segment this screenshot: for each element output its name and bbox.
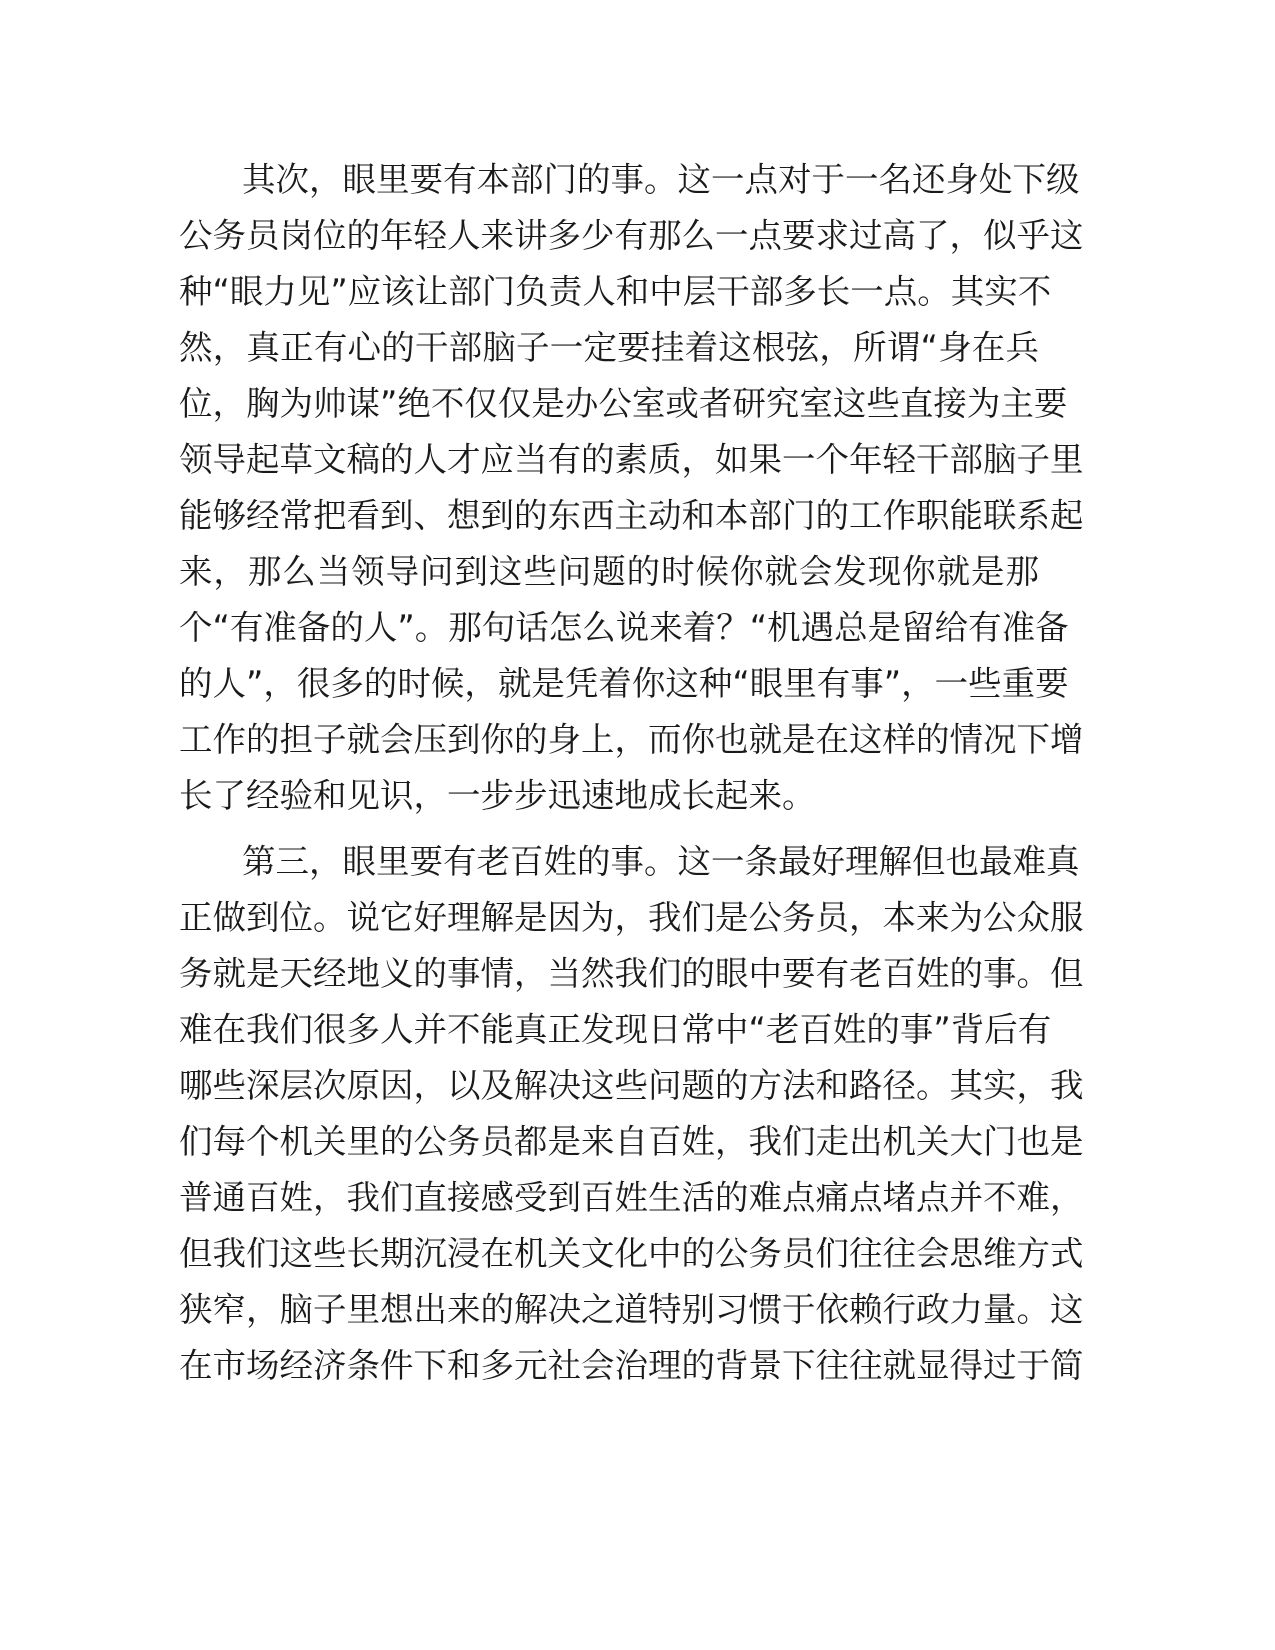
text-line: 的人”，很多的时候，就是凭着你这种“眼里有事”，一些重要 (179, 664, 1069, 703)
text-line: 种“眼力见”应该让部门负责人和中层干部多长一点。其实不 (179, 272, 1052, 311)
paragraph-2 (179, 834, 1084, 1394)
text-line: 第三，眼里要有老百姓的事。这一条最好理解但也最难真 (242, 842, 1080, 881)
text-line: 务就是天经地义的事情，当然我们的眼中要有老百姓的事。但 (179, 954, 1084, 993)
text-line: 位，胸为帅谋”绝不仅仅是办公室或者研究室这些直接为主要 (179, 384, 1068, 423)
text-line: 在市场经济条件下和多元社会治理的背景下往往就显得过于简 (179, 1346, 1084, 1385)
text-line: 来，那么当领导问到这些问题的时候你就会发现你就是那 (179, 552, 1039, 591)
text-line: 其次，眼里要有本部门的事。这一点对于一名还身处下级 (242, 160, 1080, 199)
text-line: 个“有准备的人”。那句话怎么说来着？“机遇总是留给有准备 (179, 608, 1069, 647)
text-line: 哪些深层次原因，以及解决这些问题的方法和路径。其实，我 (179, 1066, 1084, 1105)
text-line: 工作的担子就会压到你的身上，而你也就是在这样的情况下增 (179, 720, 1084, 759)
text-line: 但我们这些长期沉浸在机关文化中的公务员们往往会思维方式 (179, 1234, 1084, 1273)
text-line: 难在我们很多人并不能真正发现日常中“老百姓的事”背后有 (179, 1010, 1052, 1049)
text-line: 然，真正有心的干部脑子一定要挂着这根弦，所谓“身在兵 (179, 328, 1039, 367)
text-line: 公务员岗位的年轻人来讲多少有那么一点要求过高了，似乎这 (179, 216, 1084, 255)
text-line: 普通百姓，我们直接感受到百姓生活的难点痛点堵点并不难， (179, 1178, 1084, 1217)
paragraph-1 (179, 152, 1084, 824)
text-line: 长了经验和见识，一步步迅速地成长起来。 (179, 776, 816, 815)
text-line: 们每个机关里的公务员都是来自百姓，我们走出机关大门也是 (179, 1122, 1084, 1161)
paragraph-spacing (179, 824, 1039, 834)
text-line: 正做到位。说它好理解是因为，我们是公务员，本来为公众服 (179, 898, 1084, 937)
document-body (179, 152, 1084, 1394)
text-line: 狭窄，脑子里想出来的解决之道特别习惯于依赖行政力量。这 (179, 1290, 1084, 1329)
text-line: 能够经常把看到、想到的东西主动和本部门的工作职能联系起 (179, 496, 1084, 535)
text-line: 领导起草文稿的人才应当有的素质，如果一个年轻干部脑子里 (179, 440, 1084, 479)
